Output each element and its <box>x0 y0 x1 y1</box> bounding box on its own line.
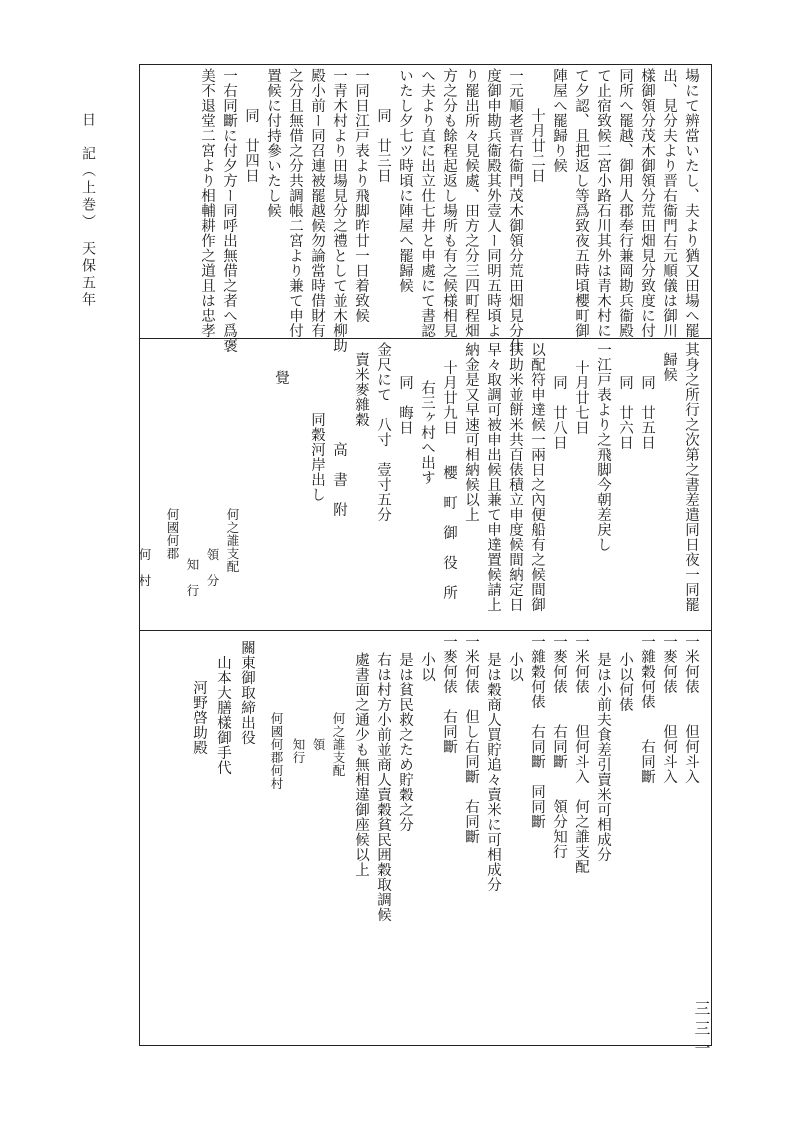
signature-line: 十月廿九日 櫻 町 御 役 所 <box>441 360 457 600</box>
text-column: り罷出所々見候處、田方之分三四町程畑 <box>463 68 479 338</box>
date-heading: 同 廿四日 <box>243 108 259 183</box>
text-column: 一麥何俵 但何斗入 <box>661 634 677 784</box>
text-column: へ夫より直に出立仕七井と申處にて書認 <box>419 68 435 338</box>
text-column: 殿小前ー同召連被罷越候勿論當時借財有 <box>309 68 325 338</box>
sig-line: 領 分 <box>205 548 220 587</box>
text-column: 一右同斷に付夕方ー同呼出無借之者へ爲褒 <box>221 68 237 353</box>
text-column: 置候に付持參いたし候 <box>265 68 281 218</box>
text-column: 納金是又早速可相納候以上 <box>463 342 479 522</box>
text-column: 樣御領分茂木御領分荒田畑見分致度に付 <box>639 68 655 338</box>
heading-oboe: 覺 <box>273 370 289 385</box>
text-column: 高 書 附 <box>331 352 347 517</box>
text-column: 是は穀商人買貯追々賣米に可相成分 <box>485 652 501 892</box>
text-column: 一麥何俵 右同斷 <box>441 634 457 754</box>
running-header: 日 記（上巻） 天保五年 <box>80 112 96 309</box>
text-column: 一米何俵 但何斗入 何之誰支配 <box>573 634 589 874</box>
text-column: 一同日江戸表より飛脚昨廿一日着致候 <box>353 68 369 323</box>
text-column: 早々取調可被申出候且兼て申達置候請上 <box>485 342 501 612</box>
date-heading: 同 廿六日 <box>617 375 633 450</box>
text-column: 一麥何俵 右同斷 領分知行 <box>551 634 567 859</box>
text-column: 是は貧民救之ため貯穀之分 <box>397 652 413 832</box>
sig-line: 何國何郡何村 <box>269 660 284 790</box>
sig-line: 何 村 <box>137 548 152 587</box>
text-column: 以配符申達候一兩日之內便船有之候間御 <box>529 342 545 612</box>
sig-line: 何之誰支配 <box>331 660 346 777</box>
text-column: 同所へ罷越、御用人郡奉行兼岡勘兵衞殿 <box>617 68 633 338</box>
text-column: 其身之所行之次第之書差遣同日夜一同罷 <box>683 342 699 612</box>
date-heading: 同 廿八日 <box>551 375 567 450</box>
text-column: 同穀河岸出し <box>309 352 325 502</box>
divider-lower <box>139 630 712 631</box>
text-column: 一雜穀何俵 右同斷 同同斷 <box>529 634 545 829</box>
date-heading: 同 廿三日 <box>375 108 391 183</box>
text-column: 賣米麥雜穀 <box>353 352 369 427</box>
sig-line: 知行 <box>291 660 306 764</box>
text-column: 之分且無借之分共調帳二宮より兼て申付 <box>287 68 303 338</box>
text-column: 一江戸表より之飛脚今朝差戻し <box>595 342 611 552</box>
addressee-name: 山本大膳樣御手代 <box>215 655 231 775</box>
sig-line: 領 <box>311 660 326 751</box>
text-column: て夕認、且把返し等爲致夜五時頃櫻町御 <box>573 68 589 338</box>
text-column: 一青木村より田場見分之禮として並木柳助 <box>331 68 347 353</box>
text-column: いたし夕七ツ時頃に陣屋へ罷歸候 <box>397 68 413 293</box>
text-column: 小以 <box>419 652 435 682</box>
text-column: 歸候 <box>661 352 677 382</box>
text-column: 一雜穀何俵 右同斷 <box>639 634 655 784</box>
date-heading: 十月廿七日 <box>573 360 589 435</box>
text-column: 出、見分夫より晋右衞門右元順儀は御川 <box>661 68 677 338</box>
date-heading: 十月廿二日 <box>529 108 545 183</box>
text-column: 度御申勘兵衞殿其外壹人ー同明五時頃よ <box>485 68 501 338</box>
text-column: 一元順老晋右衞門茂木御領分荒田畑見分仕 <box>507 68 523 353</box>
text-column: 一米何俵 但し右同斷 右同斷 <box>463 634 479 844</box>
text-column: 右は村方小前並商人賣穀貧民囲穀取調候 <box>375 652 391 922</box>
text-column: 美不退堂二宮より相輔耕作之道且は忠孝 <box>199 68 215 338</box>
sig-line: 知 行 <box>185 558 200 597</box>
text-column: 小以何俵 <box>617 652 633 712</box>
addressee: 河野啓助殿 <box>191 680 207 755</box>
text-column: 陣屋へ罷歸り候 <box>551 68 567 173</box>
text-column: て止宿致候二宮小路石川其外は青木村に <box>595 68 611 338</box>
text-column: 小以 <box>507 652 523 682</box>
sig-line: 何國何郡 <box>165 508 180 560</box>
text-column: 場にて辨當いたし、夫より猶又田場へ罷 <box>683 68 699 338</box>
text-column: 處書面之通少も無相違御座候以上 <box>353 652 369 877</box>
text-column: 是は小前夫食差引賣米可相成分 <box>595 652 611 862</box>
date-heading: 同 廿五日 <box>639 375 655 450</box>
text-column: 右三ヶ村へ出す <box>419 380 435 485</box>
addressee-title: 關東御取締出役 <box>239 640 255 745</box>
text-column: 方之分も餘程起返し場所も有之候様相見 <box>441 68 457 338</box>
page-number: 三三一 <box>692 1000 711 1060</box>
date-heading: 同 晦日 <box>397 375 413 435</box>
text-column: 一米何俵 但何斗入 <box>683 634 699 784</box>
text-column: 金尺にて 八寸 壹寸五分 <box>375 342 391 522</box>
sig-line: 何之誰支配 <box>225 508 240 573</box>
text-column: 扶助米並餅米共百俵積立申度候間納定日 <box>507 342 523 612</box>
